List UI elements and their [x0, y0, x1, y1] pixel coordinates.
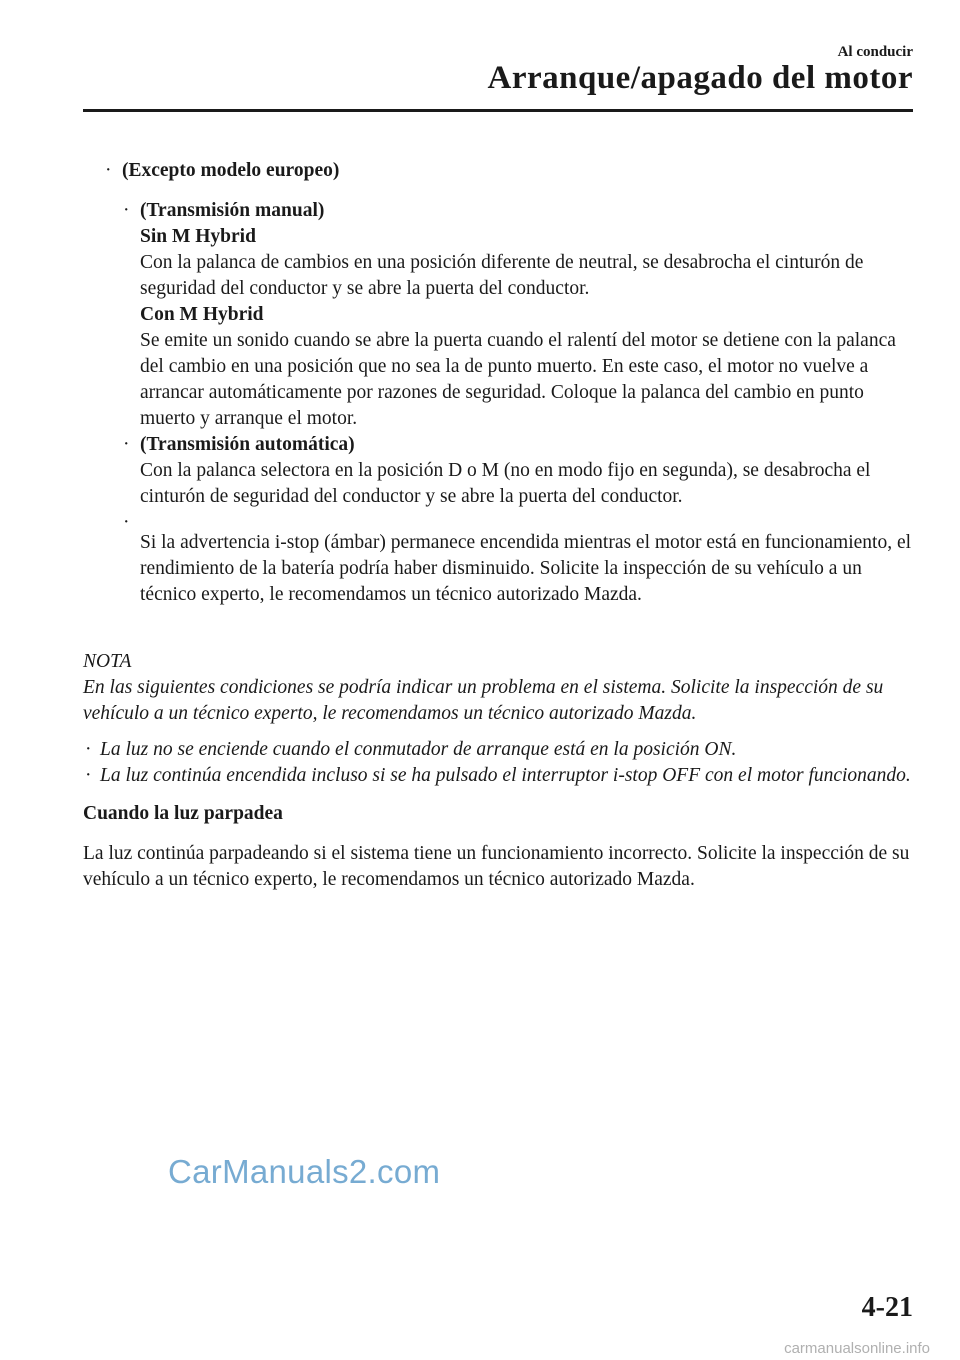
- bullet-marker: ·: [123, 434, 130, 455]
- note-list-item: [85, 737, 915, 763]
- page-number: 4-21: [861, 1292, 913, 1323]
- footer-watermark: carmanualsonline.info: [784, 1340, 930, 1357]
- sin-m-hybrid-text: Con la palanca de cambios en una posición diferente de neutral, se desabrocha el cinturón de seguridad del conductor y se abre la puerta del conductor.: [140, 252, 864, 299]
- note-list: [83, 737, 915, 789]
- bullet-marker: ·: [85, 739, 92, 760]
- group-heading-row: [83, 158, 915, 184]
- bullet-marker: ·: [123, 200, 130, 221]
- note-list-item: [85, 763, 915, 789]
- section-text: La luz continúa parpadeando si el sistema tiene un funcionamiento incorrecto. Solicite la inspección de su vehículo a un técnico experto, le recomendamos un técnico autorizado Mazda.: [83, 843, 910, 890]
- bullet-marker: ·: [85, 765, 92, 786]
- watermark-logo: CarManuals2.com: [168, 1153, 441, 1190]
- note-label: NOTA: [83, 651, 132, 672]
- header-divider: [83, 109, 913, 112]
- group-heading: (Excepto modelo europeo): [122, 160, 340, 181]
- bullet-marker: ·: [105, 160, 112, 181]
- automatic-transmission-item: [83, 432, 915, 510]
- sin-m-hybrid-label: Sin M Hybrid: [140, 226, 256, 247]
- page-content: [83, 158, 915, 893]
- automatic-transmission-text: Con la palanca selectora en la posición D o M (no en modo fijo en segunda), se desabrocha el cinturón de seguridad del conductor y se abre la puerta del conductor.: [140, 460, 871, 507]
- automatic-transmission-heading: (Transmisión automática): [140, 434, 355, 455]
- section-heading: Cuando la luz parpadea: [83, 803, 283, 824]
- manual-transmission-item: [83, 198, 915, 432]
- header-section-label: Al conducir: [837, 44, 913, 60]
- page-title: Arranque/apagado del motor: [487, 60, 913, 96]
- istop-warning-text: Si la advertencia i-stop (ámbar) permanece encendida mientras el motor está en funcionamiento, el rendimiento de la batería podría haber disminuido. Solicite la inspección de su vehículo a un técnico experto, le recomendamos un técnico autorizado Mazda.: [140, 531, 912, 605]
- istop-warning-item: [83, 510, 915, 627]
- con-m-hybrid-text: Se emite un sonido cuando se abre la puerta cuando el ralentí del motor se detiene con la palanca del cambio en una posición que no sea la de punto muerto. En este caso, el motor no vuelve a arrancar automáticamente por razones de seguridad. Coloque la palanca del cambio en punto muerto y arranque el motor.: [140, 330, 896, 429]
- bullet-marker: ·: [123, 512, 130, 533]
- manual-transmission-heading: (Transmisión manual): [140, 200, 325, 221]
- note-text: En las siguientes condiciones se podría indicar un problema en el sistema. Solicite la inspección de su vehículo a un técnico experto, le recomendamos un técnico autorizado Mazda.: [83, 677, 884, 724]
- note-item-text: La luz continúa encendida incluso si se ha pulsado el interruptor i-stop OFF con el motor funcionando.: [100, 765, 911, 786]
- con-m-hybrid-label: Con M Hybrid: [140, 304, 264, 325]
- note-item-text: La luz no se enciende cuando el conmutador de arranque está en la posición ON.: [100, 739, 737, 760]
